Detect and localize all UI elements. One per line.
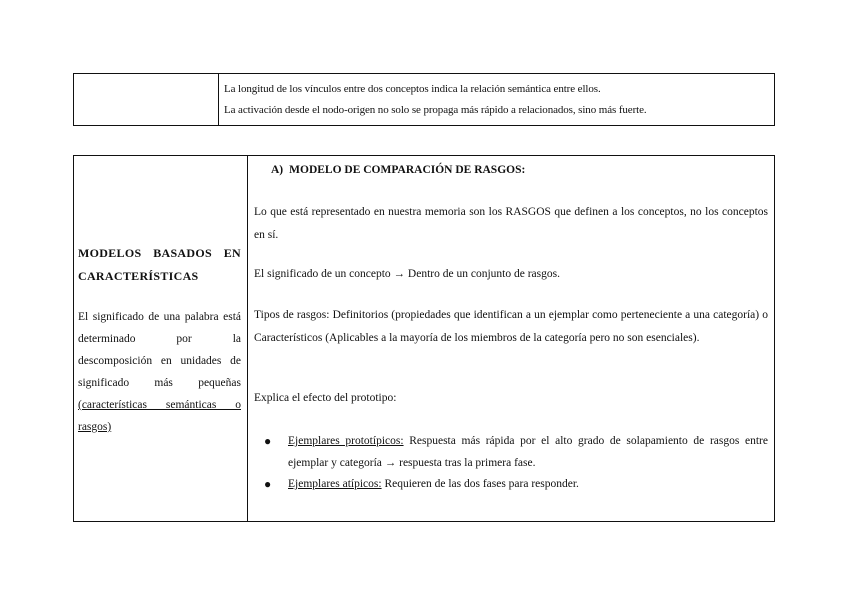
heading-label: A) bbox=[271, 164, 284, 176]
title-word: BASADOS bbox=[153, 246, 212, 260]
text-line: La longitud de los vínculos entre dos conceptos indica la relación semántica entre ellos. bbox=[224, 83, 601, 95]
table-cell-left-empty bbox=[74, 74, 219, 125]
table-feature-models bbox=[73, 155, 775, 522]
title-line-2: CARACTERÍSTICAS bbox=[78, 268, 199, 283]
table-semantic-network bbox=[73, 73, 775, 126]
section-description bbox=[78, 306, 241, 438]
text-line: La activación desde el nodo-origen no solo se propaga más rápido a relacionados, sino más fuerte. bbox=[224, 104, 647, 116]
description-underlined: (características semánticas o rasgos) bbox=[78, 399, 241, 433]
title-word: EN bbox=[223, 246, 241, 260]
paragraph-feature-types: Tipos de rasgos: Definitorios (propiedades que identifican a un ejemplar como perteneciente a una categoría) o Característicos (Aplicables a la mayoría de los miembros de la categoría pero no son esenciales). bbox=[254, 309, 768, 344]
paragraph-meaning: El significado de un concepto → Dentro de un conjunto de rasgos. bbox=[254, 268, 560, 280]
paragraph-prototype-effect: Explica el efecto del prototipo: bbox=[254, 392, 397, 404]
list-item bbox=[264, 431, 768, 474]
description-text: El significado de una palabra está determinado por la descomposición en unidades de significado más pequeñas bbox=[78, 311, 241, 389]
subsection-heading bbox=[271, 164, 525, 176]
table-cell-left bbox=[74, 156, 248, 521]
bullet-text: Requieren de las dos fases para responder. bbox=[381, 478, 579, 490]
heading-text: MODELO DE COMPARACIÓN DE RASGOS: bbox=[289, 164, 526, 176]
paragraph-representation: Lo que está representado en nuestra memoria son los RASGOS que definen a los conceptos, no los conceptos en sí. bbox=[254, 206, 768, 241]
table-cell-right bbox=[219, 74, 774, 125]
bullet-icon: ● bbox=[264, 477, 272, 491]
section-title bbox=[78, 242, 241, 287]
list-item bbox=[264, 474, 768, 496]
bullet-icon: ● bbox=[264, 434, 272, 448]
bullet-list bbox=[264, 431, 768, 496]
bullet-term: Ejemplares prototípicos: bbox=[288, 435, 404, 447]
bullet-term: Ejemplares atípicos: bbox=[288, 478, 382, 490]
table-cell-right bbox=[248, 156, 774, 521]
bullet-text: Respuesta más rápida por el alto grado de solapamiento de rasgos entre ejemplar y categoría → respuesta tras la primera fase. bbox=[288, 435, 768, 469]
title-word: MODELOS bbox=[78, 246, 142, 260]
